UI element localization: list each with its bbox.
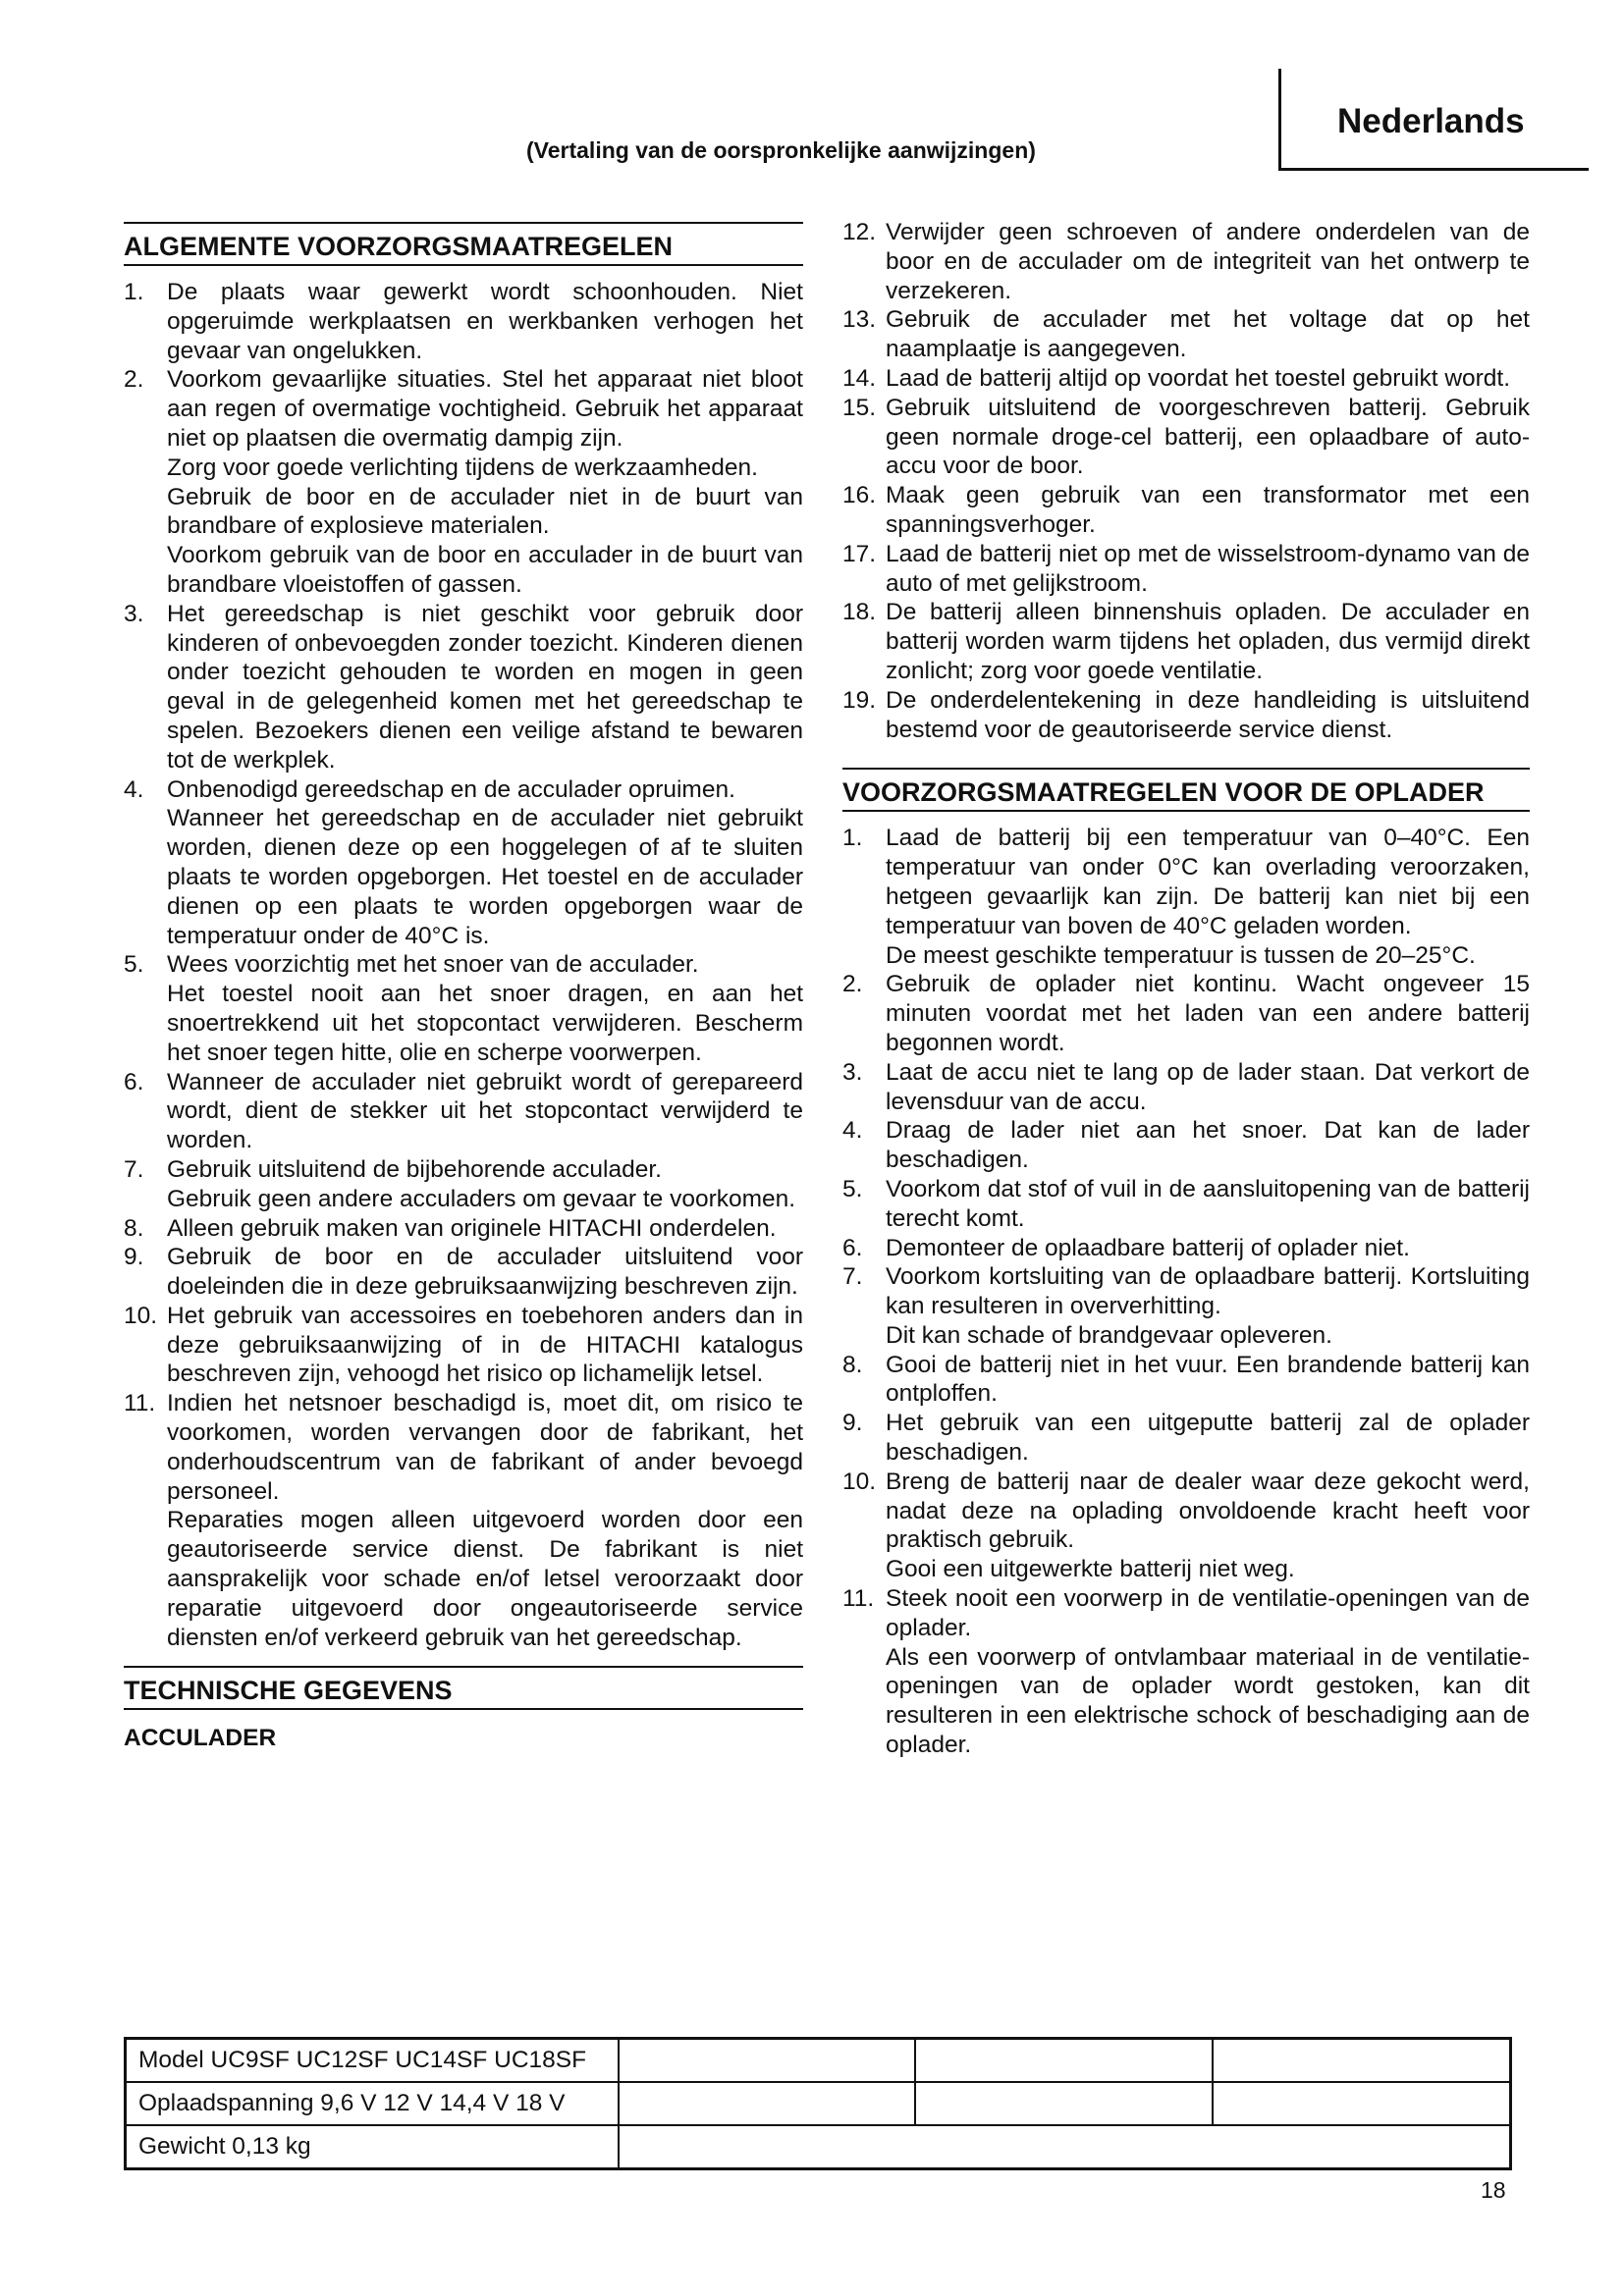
item-number: 19. — [842, 686, 877, 714]
item-text: Gebruik uitsluitend de voorgeschreven batterij. Gebruik geen normale droge-cel batterij, een oplaadbare of auto-accu voor de boor. — [886, 394, 1530, 480]
item-number: 5. — [124, 951, 144, 979]
item-number: 14. — [842, 364, 877, 392]
list-item — [842, 1351, 1530, 1410]
item-number: 4. — [124, 775, 144, 803]
table-row — [126, 2082, 1511, 2125]
list-item — [842, 970, 1530, 1057]
table-row — [126, 2125, 1511, 2169]
list-item — [842, 481, 1530, 540]
list-item — [124, 600, 803, 775]
item-text: Het toestel nooit aan het snoer dragen, en aan het snoertrekkend uit het stopcontact verwijderen. Bescherm het snoer tegen hitte, olie en scherpe voorwerpen. — [167, 981, 803, 1066]
item-number: 5. — [842, 1175, 863, 1202]
charger-precautions-heading: VOORZORGSMAATREGELEN VOOR DE OPLADER — [842, 768, 1530, 812]
list-item — [842, 1584, 1530, 1760]
language-tab — [1278, 69, 1589, 171]
list-item — [124, 1214, 803, 1244]
list-item — [842, 394, 1530, 481]
table-cell — [1213, 2039, 1510, 2083]
item-text: Gebruik uitsluitend de bijbehorende acculader. — [167, 1155, 662, 1183]
item-text: Gebruik geen andere acculaders om gevaar te voorkomen. — [167, 1185, 796, 1212]
list-item — [124, 1068, 803, 1155]
item-text: Maak geen gebruik van een transformator met een spanningsverhoger. — [886, 482, 1530, 538]
item-number: 1. — [842, 825, 863, 852]
item-text: Laad de batterij altijd op voordat het toestel gebruikt wordt. — [886, 364, 1511, 392]
item-text: De plaats waar gewerkt wordt schoonhouden. Niet opgeruimde werkplaatsen en werkbanken verhogen het gevaar van ongelukken. — [167, 279, 803, 364]
item-text: Voorkom kortsluiting van de oplaadbare batterij. Kortsluiting kan resulteren in oververhitting. — [886, 1263, 1530, 1320]
table-cell: Model UC9SF UC12SF UC14SF UC18SF — [126, 2039, 619, 2083]
list-item — [842, 1058, 1530, 1117]
item-number: 6. — [842, 1234, 863, 1261]
item-number: 12. — [842, 219, 877, 245]
table-cell — [915, 2082, 1213, 2125]
list-item — [124, 775, 803, 951]
item-number: 13. — [842, 306, 877, 334]
item-number: 11. — [124, 1390, 156, 1417]
right-column — [842, 218, 1530, 1760]
list-item — [842, 364, 1530, 394]
list-item — [842, 598, 1530, 685]
general-precautions-list — [124, 278, 803, 1652]
table-cell: Oplaadspanning 9,6 V 12 V 14,4 V 18 V — [126, 2082, 619, 2125]
item-text: Alleen gebruik maken van originele HITACHI onderdelen. — [167, 1214, 777, 1242]
technical-subheading: ACCULADER — [124, 1725, 277, 1752]
item-text: Draag de lader niet aan het snoer. Dat kan de lader beschadigen. — [886, 1117, 1530, 1174]
item-number: 9. — [842, 1410, 863, 1437]
item-text: Gebruik de oplader niet kontinu. Wacht ongeveer 15 minuten voordat met het laden van een andere batterij begonnen wordt. — [886, 971, 1530, 1056]
list-item — [842, 824, 1530, 970]
list-item — [842, 686, 1530, 745]
item-number: 3. — [124, 600, 144, 627]
item-text: Indien het netsnoer beschadigd is, moet dit, om risico te voorkomen, worden vervangen door de fabrikant, het onderhoudscentrum van de fabrikant of ander bevoegd personeel. — [167, 1390, 803, 1505]
item-number: 10. — [124, 1302, 158, 1329]
item-text: Onbenodigd gereedschap en de acculader opruimen. — [167, 775, 735, 803]
list-item — [124, 1243, 803, 1302]
list-item — [124, 1155, 803, 1214]
item-text: Dit kan schade of brandgevaar opleveren. — [886, 1321, 1332, 1349]
item-text: De meest geschikte temperatuur is tussen de 20–25°C. — [886, 941, 1476, 969]
list-item — [842, 1234, 1530, 1263]
table-row — [126, 2039, 1511, 2083]
item-number: 11. — [842, 1585, 875, 1613]
technical-heading: TECHNISCHE GEGEVENS — [124, 1666, 803, 1710]
item-text: Het gereedschap is niet geschikt voor gebruik door kinderen of onbevoegden zonder toezicht. Kinderen dienen onder toezicht gehouden te worden en mogen in geen geval in de gelegenheid komen met het gereedschap te spelen. Bezoekers dienen een veilige afstand te bewaren tot de werkplek. — [167, 600, 803, 774]
item-text: Het gebruik van een uitgeputte batterij zal de oplader beschadigen. — [886, 1410, 1530, 1467]
item-text: Laad de batterij niet op met de wisselstroom-dynamo van de auto of met gelijkstroom. — [886, 540, 1530, 597]
charger-precautions-list — [842, 824, 1530, 1760]
list-item — [842, 1468, 1530, 1584]
item-text: Gooi de batterij niet in het vuur. Een brandende batterij kan ontploffen. — [886, 1351, 1530, 1408]
item-number: 4. — [842, 1117, 863, 1145]
item-number: 15. — [842, 394, 877, 421]
item-number: 7. — [842, 1263, 863, 1291]
list-item — [842, 218, 1530, 305]
list-item — [842, 1175, 1530, 1234]
item-text: Wees voorzichtig met het snoer van de acculader. — [167, 951, 699, 979]
item-number: 18. — [842, 599, 877, 626]
item-number: 8. — [842, 1351, 863, 1378]
table-cell — [619, 2125, 1511, 2169]
table-cell — [915, 2039, 1213, 2083]
language-label: Nederlands — [1337, 102, 1525, 140]
item-text: Zorg voor goede verlichting tijdens de werkzaamheden. — [167, 454, 758, 481]
item-text: Verwijder geen schroeven of andere onderdelen van de boor en de acculader om de integriteit van het ontwerp te verzekeren. — [886, 219, 1530, 304]
item-text: Wanneer de acculader niet gebruikt wordt of gerepareerd wordt, dient de stekker uit het stopcontact verwijderd te worden. — [167, 1068, 803, 1154]
left-column — [124, 218, 803, 1757]
item-number: 1. — [124, 279, 144, 305]
item-number: 16. — [842, 482, 877, 509]
item-text: Gooi een uitgewerkte batterij niet weg. — [886, 1556, 1295, 1583]
item-text: Demonteer de oplaadbare batterij of oplader niet. — [886, 1234, 1410, 1261]
item-number: 2. — [842, 971, 863, 998]
item-text: Voorkom gebruik van de boor en acculader in de buurt van brandbare vloeistoffen of gassen. — [167, 542, 803, 598]
list-item — [842, 1116, 1530, 1175]
list-item — [842, 305, 1530, 364]
item-number: 3. — [842, 1058, 863, 1086]
item-number: 6. — [124, 1068, 144, 1095]
table-cell: Gewicht 0,13 kg — [126, 2125, 619, 2169]
item-text: De onderdelentekening in deze handleiding is uitsluitend bestemd voor de geautoriseerde service dienst. — [886, 686, 1530, 743]
item-number: 8. — [124, 1214, 144, 1242]
spec-table — [124, 2037, 1512, 2170]
table-cell — [619, 2082, 916, 2125]
item-text: Voorkom dat stof of vuil in de aansluitopening van de batterij terecht komt. — [886, 1175, 1530, 1232]
list-item — [124, 278, 803, 365]
page-number: 18 — [1481, 2177, 1506, 2203]
general-precautions-list-continued — [842, 218, 1530, 744]
list-item — [124, 950, 803, 1067]
item-text: Als een voorwerp of ontvlambaar materiaal in de ventilatie-openingen van de oplader wordt gestoken, kan dit resulteren in een elektrische schock of beschadiging aan de oplader. — [886, 1643, 1530, 1759]
item-number: 9. — [124, 1244, 144, 1271]
item-number: 17. — [842, 540, 877, 567]
translation-note: (Vertaling van de oorspronkelijke aanwijzingen) — [526, 137, 1036, 163]
item-text: Laat de accu niet te lang op de lader staan. Dat verkort de levensduur van de accu. — [886, 1058, 1530, 1115]
list-item — [842, 540, 1530, 599]
item-text: Steek nooit een voorwerp in de ventilatie-openingen van de oplader. — [886, 1585, 1530, 1641]
item-number: 2. — [124, 366, 144, 394]
item-text: Voorkom gevaarlijke situaties. Stel het apparaat niet bloot aan regen of overmatige vochtigheid. Gebruik het apparaat niet op plaatsen die overmatig dampig zijn. — [167, 366, 803, 452]
list-item — [842, 1262, 1530, 1350]
item-number: 7. — [124, 1155, 144, 1183]
item-text: Het gebruik van accessoires en toebehoren anders dan in deze gebruiksaanwijzing of in de HITACHI katalogus beschreven zijn, vehoogd het risico op lichamelijk letsel. — [167, 1302, 803, 1388]
item-text: Laad de batterij bij een temperatuur van 0–40°C. Een temperatuur van onder 0°C kan overlading veroorzaken, hetgeen gevaarlijk kan zijn. De batterij kan niet bij een temperatuur van boven de 40°C geladen worden. — [886, 825, 1530, 939]
item-text: Wanneer het gereedschap en de acculader niet gebruikt worden, dienen deze op een hoggelegen of af te sluiten plaats te worden opgeborgen. Het toestel en de acculader dienen op een plaats te worden opgeborgen waar de temperatuur onder de 40°C is. — [167, 805, 803, 949]
list-item — [842, 1409, 1530, 1468]
list-item — [124, 1302, 803, 1389]
general-precautions-heading: ALGEMENTE VOORZORGSMAATREGELEN — [124, 222, 803, 266]
item-text: Reparaties mogen alleen uitgevoerd worden door een geautoriseerde service dienst. De fabrikant is niet aansprakelijk voor schade en/of letsel veroorzaakt door reparatie uitgevoerd door ongeautoriseerde service diensten en/of verkeerd gebruik van het gereedschap. — [167, 1507, 803, 1651]
item-text: De batterij alleen binnenshuis opladen. De acculader en batterij worden warm tijdens het opladen, dus vermijd direkt zonlicht; zorg voor goede ventilatie. — [886, 599, 1530, 684]
item-text: Breng de batterij naar de dealer waar deze gekocht werd, nadat deze na oplading onvoldoende kracht heeft voor praktisch gebruik. — [886, 1468, 1530, 1554]
table-cell — [1213, 2082, 1510, 2125]
item-text: Gebruik de boor en de acculader niet in de buurt van brandbare of explosieve materialen. — [167, 483, 803, 540]
item-text: Gebruik de boor en de acculader uitsluitend voor doeleinden die in deze gebruiksaanwijzing beschreven zijn. — [167, 1244, 803, 1301]
table-cell — [619, 2039, 916, 2083]
list-item — [124, 1389, 803, 1652]
item-number: 10. — [842, 1468, 877, 1495]
list-item — [124, 365, 803, 599]
item-text: Gebruik de acculader met het voltage dat op het naamplaatje is aangegeven. — [886, 306, 1530, 363]
